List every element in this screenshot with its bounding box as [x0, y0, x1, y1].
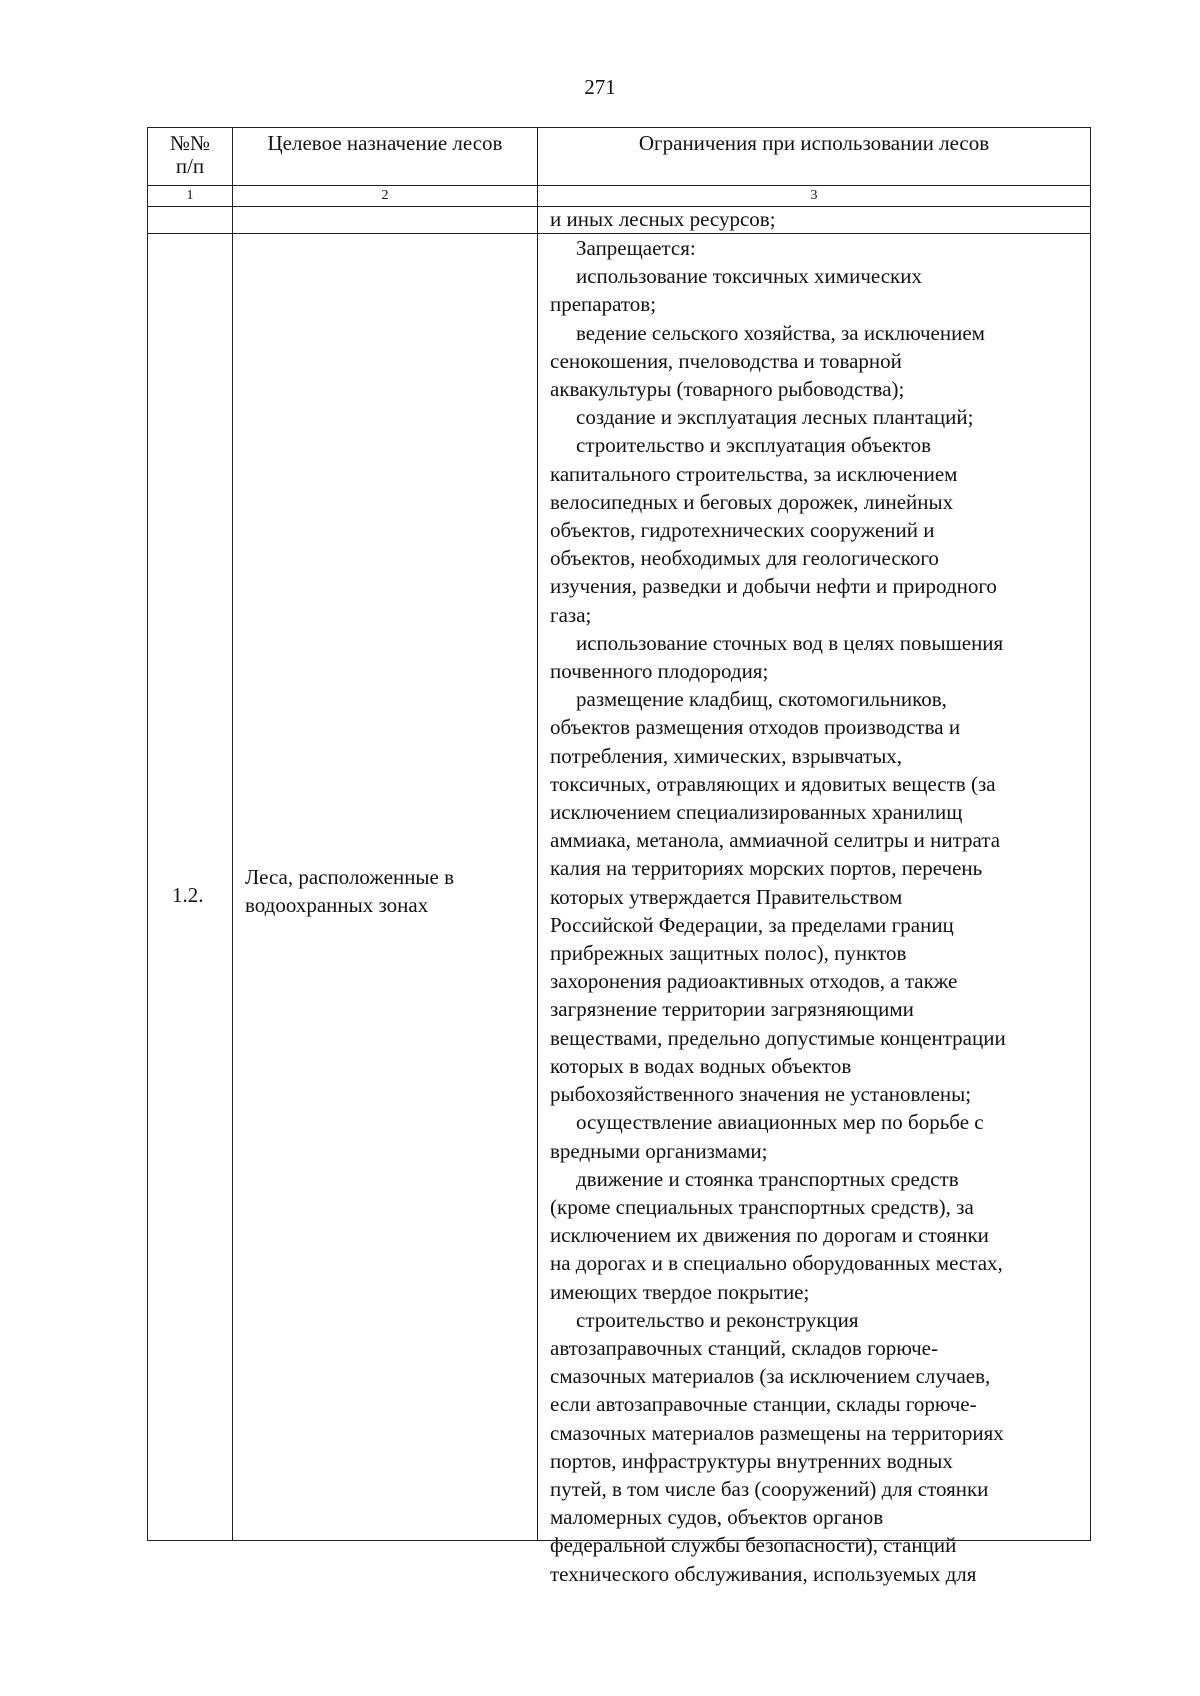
- restriction-line: токсичных, отравляющих и ядовитых веществ (за: [550, 771, 996, 796]
- restriction-line: которых утверждается Правительством: [550, 884, 903, 909]
- restriction-line: смазочных материалов размещены на территориях: [550, 1420, 1004, 1445]
- restriction-line: федеральной службы безопасности), станций: [550, 1533, 957, 1558]
- header-number-label-line-2: п/п: [175, 154, 205, 178]
- restriction-line: ведение сельского хозяйства, за исключением: [576, 320, 985, 345]
- restrictions-table: [147, 127, 1091, 1586]
- restriction-line: аквакультуры (товарного рыбоводства);: [550, 377, 905, 402]
- page-number: 271: [584, 75, 616, 99]
- restriction-line: объектов, необходимых для геологического: [550, 546, 939, 571]
- restriction-line: Запрещается:: [576, 236, 696, 260]
- continuation-empty-cell-2: [233, 207, 538, 234]
- table-row: [148, 234, 1091, 1541]
- row-number-cell: [148, 234, 233, 1541]
- restriction-line: Российской Федерации, за пределами границ: [550, 912, 954, 937]
- restriction-line: технического обслуживания, используемых для: [550, 1561, 977, 1586]
- restriction-line: которых в водах водных объектов: [550, 1053, 852, 1078]
- header-restrictions-cell: [538, 128, 1091, 186]
- restriction-line: маломерных судов, объектов органов: [550, 1505, 884, 1530]
- column-number-3: 3: [538, 186, 1091, 207]
- header-purpose-cell: [233, 128, 538, 186]
- restriction-line: строительство и эксплуатация объектов: [576, 433, 932, 458]
- restriction-line: велосипедных и беговых дорожек, линейных: [550, 489, 954, 514]
- restriction-line: веществами, предельно допустимые концентрации: [550, 1025, 1006, 1050]
- restrictions-cell: [538, 234, 1091, 1586]
- restriction-line: осуществление авиационных мер по борьбе с: [576, 1110, 984, 1135]
- restriction-line: автозаправочных станций, складов горюче-: [550, 1335, 938, 1360]
- restriction-line: объектов размещения отходов производства и: [550, 715, 961, 740]
- purpose-text: [233, 855, 537, 919]
- restriction-line: калия на территориях морских портов, перечень: [550, 856, 983, 881]
- continuation-cell: [538, 207, 1091, 234]
- header-restrictions-label: Ограничения при использовании лесов: [638, 131, 990, 155]
- restriction-line: исключением их движения по дорогам и стоянки: [550, 1223, 989, 1248]
- restriction-line: капитального строительства, за исключением: [550, 461, 958, 486]
- restriction-line: движение и стоянка транспортных средств: [576, 1166, 959, 1191]
- restriction-line: вредными организмами;: [550, 1138, 768, 1163]
- continuation-empty-cell-1: [148, 207, 233, 234]
- restriction-line: портов, инфраструктуры внутренних водных: [550, 1448, 953, 1473]
- purpose-line: Леса, расположенные в: [245, 864, 455, 889]
- restriction-line: захоронения радиоактивных отходов, а также: [550, 969, 958, 994]
- restriction-line: путей, в том числе баз (сооружений) для стоянки: [550, 1476, 989, 1501]
- header-number-label-line-1: №№: [169, 131, 211, 155]
- restriction-line: объектов, гидротехнических сооружений и: [550, 518, 935, 543]
- restriction-line: (кроме специальных транспортных средств), за: [550, 1194, 974, 1219]
- restriction-line: газа;: [550, 602, 592, 627]
- restriction-line: на дорогах и в специально оборудованных местах,: [550, 1251, 1003, 1276]
- restriction-line: прибрежных защитных полос), пунктов: [550, 941, 907, 966]
- restriction-line: почвенного плодородия;: [550, 659, 769, 684]
- restriction-line: размещение кладбищ, скотомогильников,: [576, 687, 947, 712]
- header-number-cell: [148, 128, 233, 186]
- header-purpose-label: Целевое назначение лесов: [267, 131, 503, 155]
- restriction-line: смазочных материалов (за исключением случаев,: [550, 1364, 991, 1389]
- continuation-row: [148, 207, 1091, 234]
- column-number-row: [148, 186, 1091, 207]
- restriction-line: если автозаправочные станции, склады горюче-: [550, 1392, 977, 1417]
- row-number: 1.2.: [172, 882, 204, 907]
- restriction-line: использование сточных вод в целях повышения: [576, 630, 1004, 655]
- restriction-line: аммиака, метанола, аммиачной селитры и нитрата: [550, 828, 1001, 853]
- restriction-line: имеющих твердое покрытие;: [550, 1279, 810, 1304]
- restrictions-text: [538, 234, 1090, 1586]
- restriction-line: исключением специализированных хранилищ: [550, 800, 963, 825]
- restriction-line: загрязнение территории загрязняющими: [550, 997, 914, 1022]
- purpose-cell: [233, 234, 538, 1541]
- table-header-row: [148, 128, 1091, 186]
- restriction-line: строительство и реконструкция: [576, 1307, 859, 1332]
- restriction-line: использование токсичных химических: [576, 264, 922, 289]
- restriction-line: сенокошения, пчеловодства и товарной: [550, 348, 902, 373]
- restriction-line: создание и эксплуатация лесных плантаций;: [576, 405, 974, 430]
- column-number-1: 1: [148, 186, 233, 207]
- restriction-line: рыбохозяйственного значения не установлены;: [550, 1082, 972, 1107]
- restriction-line: изучения, разведки и добычи нефти и природного: [550, 574, 997, 599]
- column-number-2: 2: [233, 186, 538, 207]
- restriction-line: препаратов;: [550, 292, 657, 317]
- restriction-line: потребления, химических, взрывчатых,: [550, 743, 903, 768]
- continuation-text: и иных лесных ресурсов;: [550, 207, 776, 231]
- purpose-line: водоохранных зонах: [245, 893, 429, 917]
